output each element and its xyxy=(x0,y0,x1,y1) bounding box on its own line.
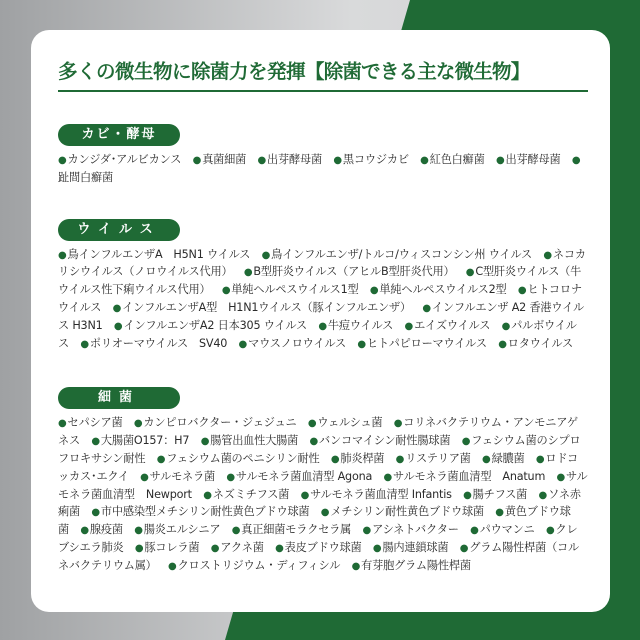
title-sub: 【除菌できる主な微生物】 xyxy=(305,60,530,83)
bullet-dot-icon: ● xyxy=(333,155,342,166)
microbe-item xyxy=(91,434,189,447)
microbe-item xyxy=(498,337,573,350)
microbe-item xyxy=(352,559,471,572)
microbe-list-bacteria xyxy=(58,415,588,575)
microbe-list-virus xyxy=(58,247,588,354)
microbe-name: クロストリジウム・ディフィシル xyxy=(177,558,341,572)
microbe-name: パルボウイルス xyxy=(58,318,577,350)
microbe-item xyxy=(258,153,322,166)
microbe-item xyxy=(321,505,484,518)
bullet-dot-icon: ● xyxy=(461,436,471,448)
bullet-dot-icon: ● xyxy=(463,489,472,501)
microbe-item xyxy=(482,452,525,465)
microbe-name: バンコマイシン耐性腸球菌 xyxy=(319,434,451,448)
bullet-dot-icon: ● xyxy=(300,489,310,501)
bullet-dot-icon: ● xyxy=(58,249,67,261)
microbe-name: 表皮ブドウ球菌 xyxy=(284,540,362,554)
microbe-item xyxy=(58,416,122,429)
microbe-name: ウェルシュ菌 xyxy=(317,416,383,430)
microbe-name: ポリオーマウイルス SV40 xyxy=(89,336,228,350)
microbe-item xyxy=(308,416,383,429)
bullet-dot-icon: ● xyxy=(134,525,143,537)
microbe-item xyxy=(157,452,320,465)
bullet-dot-icon: ● xyxy=(134,542,144,554)
bullet-dot-icon: ● xyxy=(420,155,429,166)
title-main: 多くの微生物に除菌力を発揮 xyxy=(58,60,306,83)
microbe-name: 市中感染型メチシリン耐性黄色ブドウ球菌 xyxy=(100,505,310,519)
microbe-name: B型肝炎ウイルス（アヒルB型肝炎代用） xyxy=(253,265,455,279)
microbe-name: ネコカリシウイルス（ノロウイルス代用） xyxy=(58,247,586,279)
microbe-item xyxy=(58,153,181,166)
microbe-name: 出芽酵母菌 xyxy=(505,153,561,166)
bullet-dot-icon: ● xyxy=(210,542,220,554)
microbe-name: ソネ赤痢菌 xyxy=(58,487,581,519)
page-title xyxy=(58,60,588,84)
microbe-name: ヒトコロナウイルス xyxy=(58,283,582,314)
microbe-item xyxy=(134,523,220,536)
microbe-item xyxy=(384,470,546,483)
microbe-name: 腸チフス菌 xyxy=(472,487,528,501)
section-virus xyxy=(58,205,588,354)
bullet-dot-icon: ● xyxy=(192,155,202,166)
microbe-item xyxy=(275,541,361,554)
bullet-dot-icon: ● xyxy=(517,285,527,297)
bullet-dot-icon: ● xyxy=(318,320,327,332)
microbe-item xyxy=(239,337,346,350)
bullet-dot-icon: ● xyxy=(58,418,67,430)
microbe-name: 緑膿菌 xyxy=(491,451,525,465)
microbe-item xyxy=(134,416,297,429)
microbe-item xyxy=(80,523,123,536)
microbe-item xyxy=(91,505,309,518)
microbe-item xyxy=(80,337,227,350)
microbe-item xyxy=(135,541,199,554)
microbe-item xyxy=(244,265,455,278)
microbe-item xyxy=(193,153,246,166)
microbe-name: クレブシエラ肺炎 xyxy=(58,523,578,554)
bullet-dot-icon: ● xyxy=(543,249,552,261)
microbe-name: 真正細菌モラクセラ属 xyxy=(241,523,352,537)
microbe-name: リステリア菌 xyxy=(405,451,471,465)
microbe-item xyxy=(211,541,264,554)
title-divider xyxy=(58,90,588,92)
bullet-dot-icon: ● xyxy=(330,453,340,465)
bullet-dot-icon: ● xyxy=(482,453,491,465)
microbe-name: 肺炎桿菌 xyxy=(340,451,385,465)
microbe-name: パウマンニ xyxy=(479,523,535,537)
microbe-item xyxy=(363,523,459,536)
microbe-name: 単純ヘルペスウイルス2型 xyxy=(379,283,507,297)
bullet-dot-icon: ● xyxy=(351,560,361,572)
bullet-dot-icon: ● xyxy=(168,560,177,572)
microbe-item xyxy=(222,283,359,296)
bullet-dot-icon: ● xyxy=(58,155,67,166)
microbe-item xyxy=(203,488,289,501)
section-label-virus: ウイルス xyxy=(58,219,180,241)
microbe-item xyxy=(262,248,532,261)
section-label-mold-yeast: カビ・酵母 xyxy=(58,124,180,146)
microbe-name: インフルエンザA2 日本305 ウイルス xyxy=(123,318,308,332)
microbe-item xyxy=(168,559,340,572)
microbe-name: 腸管出血性大腸菌 xyxy=(210,434,299,448)
bullet-dot-icon: ● xyxy=(571,155,581,166)
bullet-dot-icon: ● xyxy=(238,338,248,350)
microbe-item xyxy=(333,153,408,166)
microbe-name: 黒コウジカビ xyxy=(342,153,409,166)
bullet-dot-icon: ● xyxy=(113,320,123,332)
microbe-name: 趾間白癬菌 xyxy=(58,170,113,184)
bullet-dot-icon: ● xyxy=(203,489,212,501)
microbe-name: ヒトパピローマウイルス xyxy=(366,336,487,350)
microbe-item xyxy=(309,434,450,447)
microbe-name: サルモネラ菌 xyxy=(149,469,216,483)
microbe-item xyxy=(113,301,411,314)
microbe-item xyxy=(463,488,527,501)
bullet-dot-icon: ● xyxy=(140,471,149,483)
bullet-dot-icon: ● xyxy=(535,453,545,465)
bullet-dot-icon: ● xyxy=(309,436,319,448)
microbe-name: C型肝炎ウイルス（牛ウイルス性下痢ウイルス代用） xyxy=(58,265,582,297)
bullet-dot-icon: ● xyxy=(307,418,317,430)
bullet-dot-icon: ● xyxy=(459,542,469,554)
microbe-list-mold-yeast xyxy=(58,152,588,187)
bullet-dot-icon: ● xyxy=(393,418,403,430)
bullet-dot-icon: ● xyxy=(538,489,548,501)
bullet-dot-icon: ● xyxy=(221,285,231,297)
bullet-dot-icon: ● xyxy=(545,525,555,537)
microbe-name: サルモネラ菌血清型 Newport xyxy=(58,469,588,501)
microbe-name: ロタウイルス xyxy=(507,336,573,350)
bullet-dot-icon: ● xyxy=(133,418,143,430)
microbe-item xyxy=(301,488,452,501)
microbe-item xyxy=(373,541,448,554)
bullet-dot-icon: ● xyxy=(362,525,372,537)
bullet-dot-icon: ● xyxy=(496,155,505,166)
microbe-name: 紅色白癬菌 xyxy=(429,153,485,166)
microbe-name: アシネトバクター xyxy=(372,523,459,537)
microbe-name: 黄色ブドウ球菌 xyxy=(58,505,571,537)
microbe-item xyxy=(226,470,372,483)
microbe-name: サルモネラ菌血清型 Agona xyxy=(235,469,373,483)
microbe-name: フェシウム菌のペニシリン耐性 xyxy=(166,451,320,465)
bullet-dot-icon: ● xyxy=(498,338,507,350)
microbe-item xyxy=(420,153,484,166)
microbe-name: インフルエンザA型 H1N1ウイルス（豚インフルエンザ） xyxy=(122,300,411,314)
microbe-name: セパシア菌 xyxy=(67,416,123,430)
microbe-item xyxy=(331,452,384,465)
bullet-dot-icon: ● xyxy=(320,507,330,519)
bullet-dot-icon: ● xyxy=(226,471,235,483)
bullet-dot-icon: ● xyxy=(243,267,253,279)
microbe-name: コリネバクテリウム・アンモニアゲネス xyxy=(58,416,578,448)
microbe-name: サルモネラ菌血清型 Infantis xyxy=(310,487,452,501)
microbe-item xyxy=(114,319,307,332)
microbe-name: サルモネラ菌血清型 Anatum xyxy=(393,469,546,483)
microbe-name: ネズミチフス菌 xyxy=(212,487,290,501)
microbe-name: 牛痘ウイルス xyxy=(327,318,394,332)
microbe-item xyxy=(232,523,351,536)
microbe-item xyxy=(405,319,491,332)
microbe-item xyxy=(140,470,215,483)
microbe-name: 出芽酵母菌 xyxy=(267,153,322,166)
microbe-name: 腸炎エルシニア xyxy=(143,523,221,537)
microbe-name: 大腸菌O157：H7 xyxy=(100,434,190,448)
bullet-dot-icon: ● xyxy=(495,507,504,519)
bullet-dot-icon: ● xyxy=(91,507,100,519)
bullet-dot-icon: ● xyxy=(470,525,479,537)
microbe-item xyxy=(370,283,507,296)
bullet-dot-icon: ● xyxy=(369,285,379,297)
bullet-dot-icon: ● xyxy=(257,155,267,166)
bullet-dot-icon: ● xyxy=(231,525,241,537)
microbe-item xyxy=(496,153,560,166)
microbe-name: カンジダ･アルビカンス xyxy=(67,153,182,166)
bullet-dot-icon: ● xyxy=(556,471,566,483)
microbe-name: インフルエンザ A2 香港ウイルス H3N1 xyxy=(58,300,585,332)
bullet-dot-icon: ● xyxy=(91,436,100,448)
bullet-dot-icon: ● xyxy=(422,302,431,314)
bullet-dot-icon: ● xyxy=(80,525,89,537)
microbe-name: 単純ヘルペスウイルス1型 xyxy=(231,283,359,297)
bullet-dot-icon: ● xyxy=(261,249,271,261)
bullet-dot-icon: ● xyxy=(395,453,405,465)
microbe-item xyxy=(318,319,393,332)
section-label-bacteria: 細菌 xyxy=(58,387,180,409)
microbe-name: エイズウイルス xyxy=(414,318,491,332)
section-mold-yeast xyxy=(58,110,588,187)
microbe-name: グラム陽性桿菌（コルネバクテリウム属） xyxy=(58,540,580,572)
bullet-dot-icon: ● xyxy=(200,436,210,448)
microbe-item xyxy=(470,523,534,536)
bullet-dot-icon: ● xyxy=(404,320,414,332)
microbe-name: カンピロバクター・ジェジュニ xyxy=(143,416,297,430)
microbe-name: マウスノロウイルス xyxy=(248,336,346,350)
microbe-item xyxy=(396,452,471,465)
bullet-dot-icon: ● xyxy=(357,338,366,350)
section-bacteria xyxy=(58,373,588,575)
microbe-item xyxy=(357,337,487,350)
microbe-name: 鳥インフルエンザ/トルコ/ウィスコンシン州 ウイルス xyxy=(271,247,533,261)
bullet-dot-icon: ● xyxy=(501,320,511,332)
microbe-name: 鳥インフルエンザA H5N1 ウイルス xyxy=(67,247,251,261)
microbe-name: 豚コレラ菌 xyxy=(144,540,200,554)
bullet-dot-icon: ● xyxy=(112,302,122,314)
microbe-item xyxy=(58,248,250,261)
microbe-name: 真菌細菌 xyxy=(202,153,247,166)
bullet-dot-icon: ● xyxy=(383,471,393,483)
microbe-name: 有芽胞グラム陽性桿菌 xyxy=(361,558,471,572)
bullet-dot-icon: ● xyxy=(275,542,284,554)
bullet-dot-icon: ● xyxy=(465,267,475,279)
bullet-dot-icon: ● xyxy=(156,453,166,465)
microbe-name: アクネ菌 xyxy=(220,540,264,554)
bullet-dot-icon: ● xyxy=(372,542,382,554)
microbe-name: メチシリン耐性黄色ブドウ球菌 xyxy=(330,505,484,519)
microbe-name: 腸内連鎖球菌 xyxy=(382,540,449,554)
microbe-item xyxy=(201,434,298,447)
microbe-name: 腺疫菌 xyxy=(89,523,123,537)
bullet-dot-icon: ● xyxy=(80,338,89,350)
info-card xyxy=(31,30,610,612)
microbe-name: フェシウム菌のシプロフロキサシン耐性 xyxy=(58,434,581,465)
microbe-name: ロドコッカス･エクイ xyxy=(58,451,578,483)
